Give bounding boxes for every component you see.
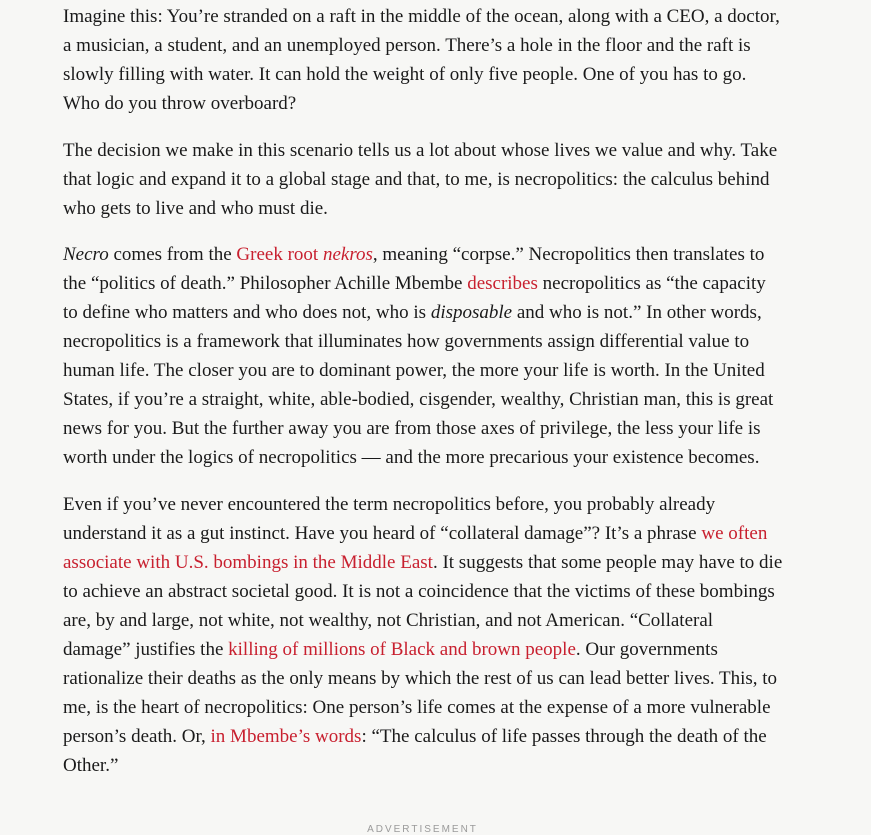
paragraph-text: The decision we make in this scenario tells us a lot about whose lives we value and why. Take that logic and expand it to a global stage and that, to me, is necropolitics: the calculus behind who gets to live and who must die.	[63, 139, 778, 219]
paragraph-text: comes from the	[108, 244, 237, 265]
link-greek-root-nekros: nekros	[322, 244, 373, 265]
paragraph-text: . It suggests that some people may have to die to achieve an abstract societal good. It is not a coincidence that the victims of these bombings are, by and large, not white, not wealthy, not Christian, and not American. “Collateral damage” justifies the	[63, 551, 783, 660]
paragraph-decision	[63, 136, 785, 223]
link-middle-east-bombings[interactable]: we often associate with U.S. bombings in the Middle East	[63, 522, 768, 573]
paragraph-text: : “The calculus of life passes through the death of the Other.”	[63, 725, 767, 776]
link-greek-root[interactable]	[236, 244, 372, 265]
paragraph-text: Even if you’ve never encountered the term necropolitics before, you probably already understand it as a gut instinct. Have you heard of “collateral damage”? It’s a phrase	[63, 493, 716, 544]
paragraph-raft-scenario	[63, 2, 785, 118]
article-body	[63, 2, 785, 797]
paragraph-collateral-damage	[63, 490, 785, 780]
necro-term: Necro	[63, 244, 109, 265]
paragraph-text: Imagine this: You’re stranded on a raft in the middle of the ocean, along with a CEO, a doctor, a musician, a student, and an unemployed person. There’s a hole in the floor and the raft is slowly filling with water. It can hold the weight of only five people. One of you has to go. Who do you throw overboard?	[63, 6, 780, 114]
paragraph-text: and who is not.” In other words, necropolitics is a framework that illuminates how governments assign differential value to human life. The closer you are to dominant power, the more your life is worth. In the United States, if you’re a straight, white, able-bodied, cisgender, wealthy, Christian man, this is great news for you. But the further away you are from those axes of privilege, the less your life is worth under the logics of necropolitics — and the more precarious your existence becomes.	[63, 302, 774, 468]
link-mbembe-words[interactable]: in Mbembe’s words	[210, 725, 362, 747]
paragraph-definition	[63, 240, 785, 472]
disposable-term: disposable	[430, 302, 513, 323]
link-killing-of-millions[interactable]: killing of millions of Black and brown people	[228, 638, 576, 660]
paragraph-text: , meaning “corpse.” Necropolitics then translates to the “politics of death.” Philosopher Achille Mbembe	[63, 244, 765, 294]
link-greek-root-text: Greek root	[236, 244, 323, 265]
link-describes[interactable]: describes	[467, 273, 538, 294]
paragraph-text: . Our governments rationalize their deaths as the only means by which the rest of us can lead better lives. This, to me, is the heart of necropolitics: One person’s life comes at the expense of a more vulnerable person’s death. Or,	[63, 638, 778, 747]
advertisement-label: ADVERTISEMENT	[367, 824, 478, 835]
paragraph-text: necropolitics as “the capacity to define who matters and who does not, who is	[63, 273, 766, 323]
